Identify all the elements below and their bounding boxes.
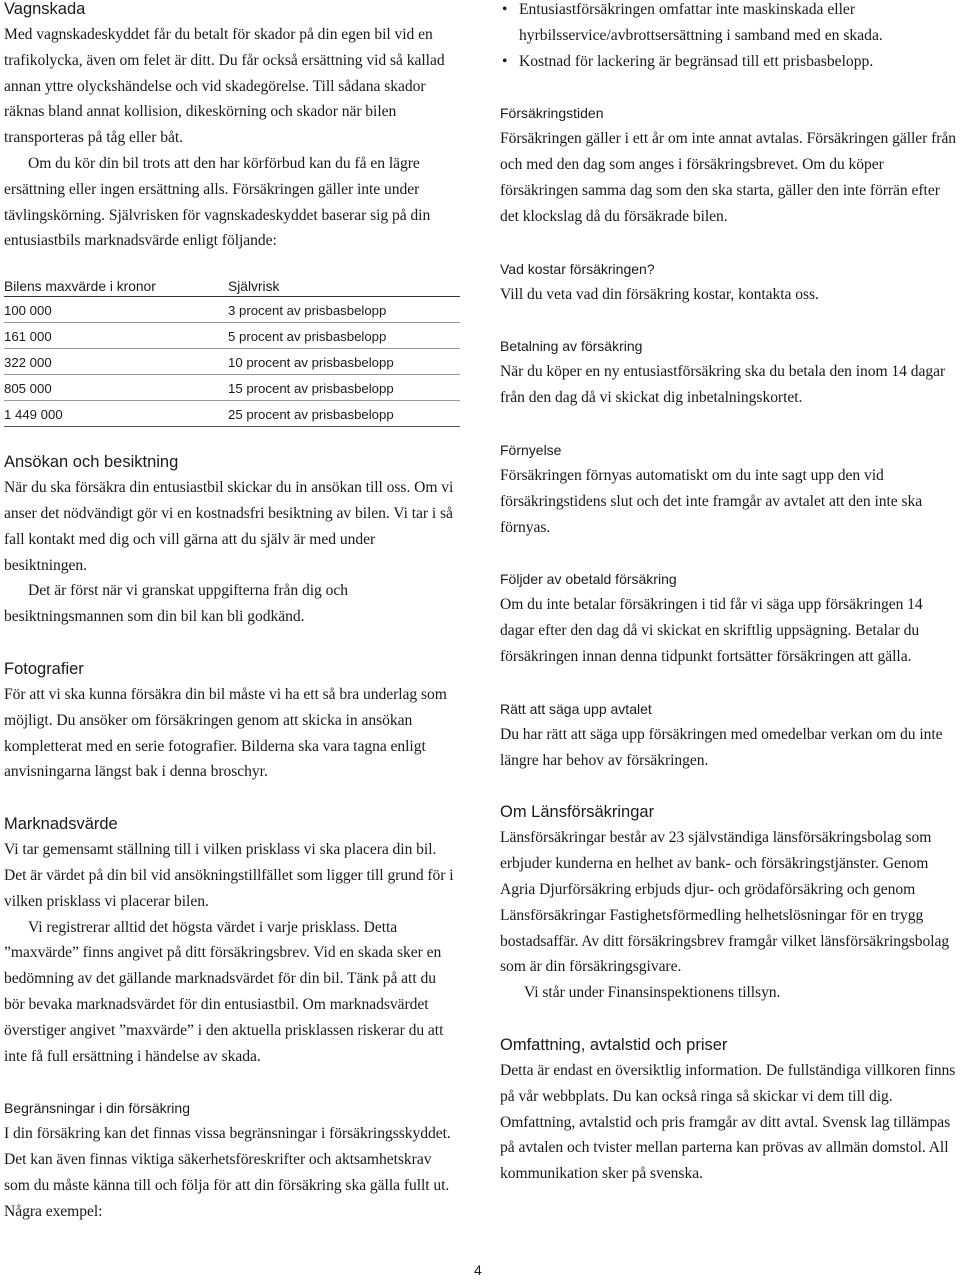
- paragraph-vagnskada-2: Om du kör din bil trots att den har körförbud kan du få en lägre ersättning eller ingen ersättning alls. Försäkringen gäller inte under tävlingskörning. Självrisken för vagnskadeskyddet baserar sig på din entusiastbils marknadsvärde enligt följande:: [4, 154, 431, 250]
- bullet-icon: •: [502, 52, 508, 70]
- table-header-max-value: Bilens maxvärde i kronor: [4, 270, 228, 297]
- heading-fornyelse: Förnyelse: [500, 441, 562, 458]
- table-cell-deductible: 10 procent av prisbasbelopp: [228, 349, 460, 375]
- heading-begransningar: Begränsningar i din försäkring: [4, 1100, 190, 1117]
- table-cell-value: 322 000: [4, 349, 228, 375]
- heading-betalning: Betalning av försäkring: [500, 338, 643, 355]
- heading-om-lansforsakringar: Om Länsförsäkringar: [500, 803, 655, 822]
- table-row: [4, 375, 460, 401]
- heading-vagnskada: Vagnskada: [4, 0, 86, 18]
- limitations-list: [500, 0, 958, 74]
- table-header-row: [4, 270, 460, 297]
- paragraph-forsakringstiden-1: Försäkringen gäller i ett år om inte annat avtalas. Försäkringen gäller från och med den dag som anges i försäkringsbrevet. Om du köper försäkringen samma dag som den ska starta, gäller den inte förrän efter det klockslag då du försäkrade bilen.: [500, 130, 957, 225]
- table-cell-value: 161 000: [4, 323, 228, 349]
- deductible-table: [4, 270, 460, 427]
- heading-fotografier: Fotografier: [4, 659, 84, 678]
- table-row: [4, 349, 460, 375]
- list-item-text: Entusiastförsäkringen omfattar inte maskinskada eller hyrbilsservice/avbrottsersättning i samband med en skada.: [519, 1, 883, 44]
- table-cell-deductible: 3 procent av prisbasbelopp: [228, 297, 460, 323]
- table-cell-value: 805 000: [4, 375, 228, 401]
- table-row: [4, 401, 460, 427]
- paragraph-omfattning-1: Detta är endast en översiktlig information. De fullständiga villkoren finns på vår webbplats. Du kan också ringa så skickar vi dem till dig. Omfattning, avtalstid och pris framgår av ditt avtal. Svensk lag tillämpas på avtalen och tvister mellan parterna kan prövas av allmän domstol. All kommunikation sker på svenska.: [500, 1061, 956, 1183]
- table-row: [4, 323, 460, 349]
- table-cell-deductible: 15 procent av prisbasbelopp: [228, 375, 460, 401]
- paragraph-ansokan-2: Det är först när vi granskat uppgifterna från dig och besiktningsmannen som din bil kan bli godkänd.: [4, 582, 348, 626]
- heading-ratt-att-saga-upp: Rätt att säga upp avtalet: [500, 700, 652, 717]
- heading-forsakringstiden: Försäkringstiden: [500, 105, 604, 122]
- table-cell-deductible: 25 procent av prisbasbelopp: [228, 401, 460, 427]
- paragraph-betalning-1: När du köper en ny entusiastförsäkring ska du betala den inom 14 dagar från den dag då vi skickat dig inbetalningskortet.: [500, 363, 946, 407]
- heading-marknadsvarde: Marknadsvärde: [4, 815, 118, 834]
- paragraph-fotografier-1: För att vi ska kunna försäkra din bil måste vi ha ett så bra underlag som möjligt. Du ansöker om försäkringen genom att skicka in ansökan kompletterat med en serie fotografier. Bilderna ska vara tagna enligt anvisningarna längst bak i denna broschyr.: [4, 685, 447, 781]
- paragraph-marknadsvarde-2: Vi registrerar alltid det högsta värdet i varje prisklass. Detta ”maxvärde” finns angivet på ditt försäkringsbrev. Vid en skada sker en bedömning av det gällande marknadsvärdet för din bil. Tänk på att du bör bevaka marknadsvärdet för din entusiastbil. Om marknadsvärdet överstiger angivet ”maxvärde” i den aktuella prisklassen riskerar du att inte få full ersättning i händelse av skada.: [4, 918, 444, 1065]
- paragraph-om-lansforsakringar-2: Vi står under Finansinspektionens tillsyn.: [524, 984, 781, 1002]
- table-cell-value: 100 000: [4, 297, 228, 323]
- table-row: [4, 297, 460, 323]
- paragraph-ratt-att-saga-upp-1: Du har rätt att säga upp försäkringen med omedelbar verkan om du inte längre har behov av försäkringen.: [500, 725, 943, 769]
- list-item: [500, 0, 958, 49]
- paragraph-begransningar-1: I din försäkring kan det finnas vissa begränsningar i försäkringsskyddet. Det kan även finnas viktiga säkerhetsföreskrifter och aktsamhetskrav som du måste känna till och följa för att din försäkring ska gälla fullt ut. Några exempel:: [4, 1125, 451, 1220]
- heading-foljder: Följder av obetald försäkring: [500, 571, 677, 588]
- list-item-text: Kostnad för lackering är begränsad till ett prisbasbelopp.: [519, 52, 874, 70]
- paragraph-fornyelse-1: Försäkringen förnyas automatiskt om du inte sagt upp den vid försäkringstidens slut och det inte framgår av avtalet att den inte ska förnyas.: [500, 466, 923, 536]
- list-item: [500, 49, 958, 75]
- paragraph-foljder-1: Om du inte betalar försäkringen i tid får vi säga upp försäkringen 14 dagar efter den dag då vi skickat en skriftlig uppsägning. Betalar du försäkringen innan denna tidpunkt fortsätter försäkringen att gälla.: [500, 596, 923, 665]
- heading-vad-kostar: Vad kostar försäkringen?: [500, 260, 655, 277]
- paragraph-marknadsvarde-1: Vi tar gemensamt ställning till i vilken prisklass vi ska placera din bil. Det är värdet på din bil vid ansökningstillfället som ligger till grund för i vilken prisklass vi placerar bilen.: [4, 841, 454, 910]
- table-header-deductible: Självrisk: [228, 270, 460, 297]
- paragraph-vagnskada-1: Med vagnskadeskyddet får du betalt för skador på din egen bil vid en trafikolycka, även om felet är ditt. Du får också ersättning vid så kallad annan yttre olyckshändelse och vid skadegörelse. Till sådana skador räknas bland annat kollision, dikeskörning och skador när bilen transporteras på tåg eller båt.: [4, 26, 445, 147]
- heading-ansokan: Ansökan och besiktning: [4, 453, 179, 472]
- table-cell-deductible: 5 procent av prisbasbelopp: [228, 323, 460, 349]
- heading-omfattning: Omfattning, avtalstid och priser: [500, 1035, 728, 1054]
- paragraph-ansokan-1: När du ska försäkra din entusiastbil skickar du in ansökan till oss. Om vi anser det nödvändigt gör vi en kostnadsfri besiktning av bilen. Vi tar i så fall kontakt med dig och vill gärna att du själv är med under besiktningen.: [4, 479, 454, 574]
- page-number: 4: [474, 1262, 482, 1278]
- right-column: [500, 0, 958, 1187]
- paragraph-om-lansforsakringar-1: Länsförsäkringar består av 23 självständiga länsförsäkringsbolag som erbjuder kunderna en helhet av bank- och försäkringstjänster. Genom Agria Djurförsäkring erbjuds djur- och grödaförsäkring och genom Länsförsäkringar Fastighetsförmedling helhetslösningar för en trygg bostadsaffär. Av ditt försäkringsbrev framgår vilket länsförsäkringsbolag som är din försäkringsgivare.: [500, 829, 950, 976]
- bullet-icon: •: [502, 1, 508, 18]
- table-cell-value: 1 449 000: [4, 401, 228, 427]
- paragraph-vad-kostar-1: Vill du veta vad din försäkring kostar, kontakta oss.: [500, 285, 819, 303]
- left-column: [4, 0, 460, 1225]
